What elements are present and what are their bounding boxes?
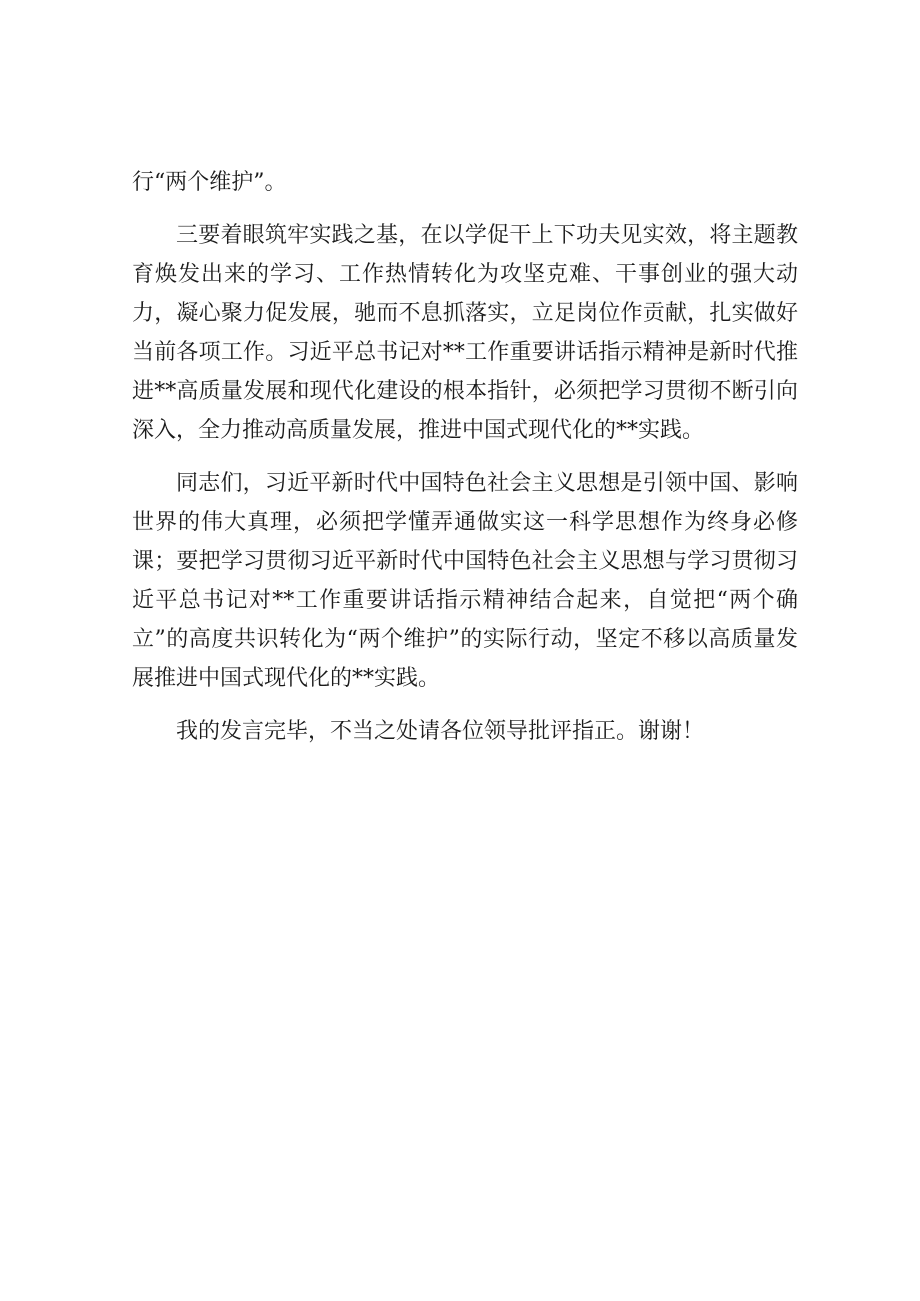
paragraph-third-requirement: 三要着眼筑牢实践之基，在以学促干上下功夫见实效，将主题教育焕发出来的学习、工作热情转化为攻坚克难、干事创业的强大动力，凝心聚力促发展，驰而不息抓落实，立足岗位作贡献，扎实做好当前各项工作。习近平总书记对**工作重要讲话指示精神是新时代推进**高质量发展和现代化建设的根本指针，必须把学习贯彻不断引向深入，全力推动高质量发展，推进中国式现代化的**实践。 — [132, 223, 798, 443]
paragraph-comrades: 同志们，习近平新时代中国特色社会主义思想是引领中国、影响世界的伟大真理，必须把学懂弄通做实这一科学思想作为终身必修课；要把学习贯彻习近平新时代中国特色社会主义思想与学习贯彻习近平总书记对**工作重要讲话指示精神结合起来，自觉把“两个确立”的高度共识转化为“两个维护”的实际行动，坚定不移以高质量发展推进中国式现代化的**实践。 — [132, 471, 798, 691]
paragraph-continuation: 行“两个维护”。 — [132, 170, 287, 195]
document-body — [132, 163, 798, 765]
paragraph-closing: 我的发言完毕，不当之处请各位领导批评指正。谢谢！ — [176, 719, 705, 744]
